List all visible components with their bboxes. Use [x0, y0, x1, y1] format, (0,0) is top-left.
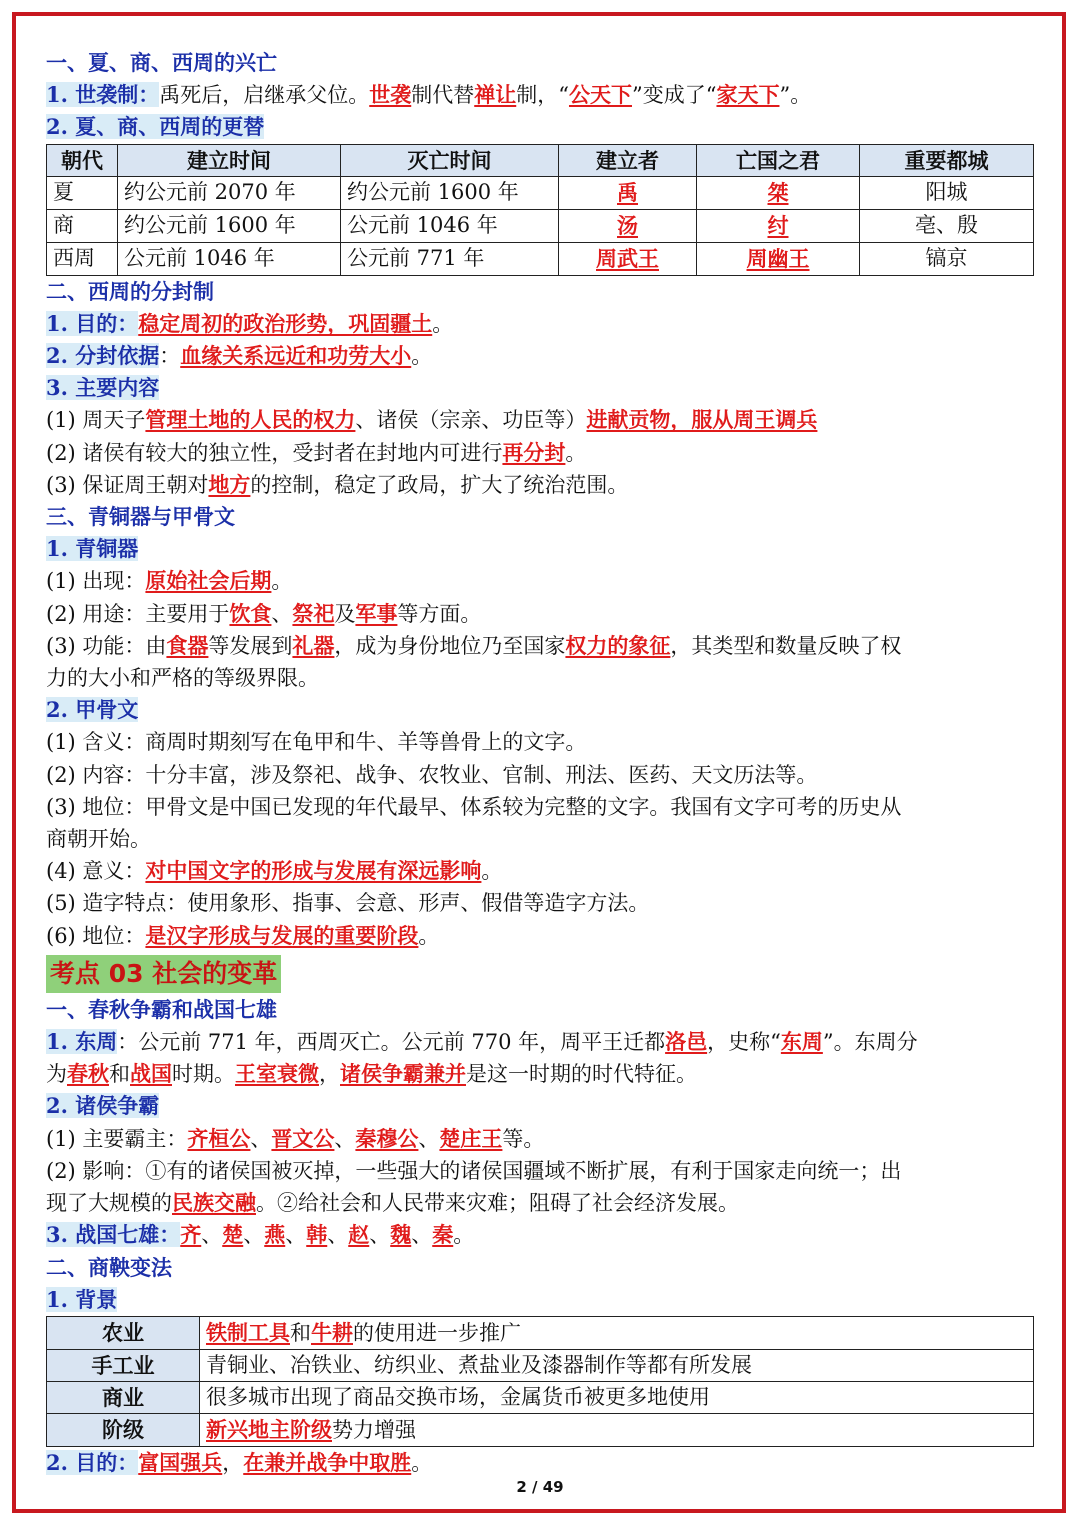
paragraph-mudi: 2. 目的：富国强兵，在兼并战争中取胜。 [46, 1449, 433, 1475]
paragraph-yiju: 2. 分封依据：血缘关系远近和功劳大小。 [46, 343, 433, 369]
list-item: (5) 造字特点：使用象形、指事、会意、形声、假借等造字方法。 [46, 891, 650, 916]
list-item: (3) 功能：由食器等发展到礼器，成为身份地位乃至国家权力的象征，其类型和数量反映了权 [46, 632, 902, 658]
table-row: 夏 约公元前 2070 年 约公元前 1600 年 禹 桀 阳城 [47, 176, 1034, 209]
section-title: 二、西周的分封制 [46, 278, 214, 304]
paragraph-dongzhou: 1. 东周：公元前 771 年，西周灭亡。公元前 770 年，周平王迁都洛邑，史称“东周”。东周分 [46, 1029, 918, 1055]
list-item-continuation: 力的大小和严格的等级界限。 [46, 666, 319, 691]
subheading: 1. 背景 [46, 1286, 118, 1312]
subheading: 3. 主要内容 [46, 375, 160, 401]
document-body [46, 47, 1036, 1479]
table-row: 手工业 青铜业、冶铁业、纺织业、煮盐业及漆器制作等都有所发展 [47, 1349, 1034, 1381]
paragraph-shixi: 1. 世袭制：禹死后，启继承父位。世袭制代替禅让制，“公天下”变成了“家天下”。 [46, 82, 812, 108]
table-row: 商 约公元前 1600 年 公元前 1046 年 汤 纣 亳、殷 [47, 209, 1034, 242]
page-number: 2 / 49 [516, 1478, 564, 1496]
list-item-continuation: 现了大规模的民族交融。②给社会和人民带来灾难；阻碍了社会经济发展。 [46, 1190, 739, 1216]
list-item: (3) 保证周王朝对地方的控制，稳定了政局，扩大了统治范围。 [46, 471, 629, 497]
kaodian-heading: 考点 03 社会的变革 [46, 952, 1036, 994]
table-header-row: 朝代 建立时间 灭亡时间 建立者 亡国之君 重要都城 [47, 144, 1034, 176]
dynasty-table [46, 144, 1034, 276]
table-row: 商业 很多城市出现了商品交换市场，金属货币被更多地使用 [47, 1381, 1034, 1413]
list-item: (1) 含义：商周时期刻写在龟甲和牛、羊等兽骨上的文字。 [46, 730, 587, 755]
list-item-continuation: 商朝开始。 [46, 827, 151, 852]
paragraph-continuation: 为春秋和战国时期。王室衰微，诸侯争霸兼并是这一时期的时代特征。 [46, 1061, 697, 1087]
list-item: (2) 影响：①有的诸侯国被灭掉，一些强大的诸侯国疆域不断扩展，有利于国家走向统一；出 [46, 1158, 902, 1183]
subheading: 2. 夏、商、西周的更替 [46, 114, 265, 140]
list-item: (1) 出现：原始社会后期。 [46, 568, 293, 594]
list-item: (2) 用途：主要用于饮食、祭祀及军事等方面。 [46, 600, 482, 626]
table-row: 西周 公元前 1046 年 公元前 771 年 周武王 周幽王 镐京 [47, 242, 1034, 275]
subheading: 2. 甲骨文 [46, 697, 139, 723]
section-title: 三、青铜器与甲骨文 [46, 504, 235, 530]
paragraph-qixiong: 3. 战国七雄：齐、楚、燕、韩、赵、魏、秦。 [46, 1222, 475, 1248]
background-table [46, 1316, 1034, 1447]
list-item: (2) 诸侯有较大的独立性，受封者在封地内可进行再分封。 [46, 439, 587, 465]
section-title: 一、夏、商、西周的兴亡 [46, 50, 277, 75]
list-item: (6) 地位：是汉字形成与发展的重要阶段。 [46, 922, 440, 948]
table-row: 农业 铁制工具和牛耕的使用进一步推广 [47, 1316, 1034, 1349]
list-item: (3) 地位：甲骨文是中国已发现的年代最早、体系较为完整的文字。我国有文字可考的历史从 [46, 794, 902, 819]
paragraph-mudi: 1. 目的：稳定周初的政治形势，巩固疆土。 [46, 310, 454, 336]
subheading: 1. 青铜器 [46, 536, 139, 562]
table-row: 阶级 新兴地主阶级势力增强 [47, 1413, 1034, 1446]
section-title: 二、商鞅变法 [46, 1254, 172, 1280]
subheading: 2. 诸侯争霸 [46, 1093, 160, 1119]
list-item: (1) 周天子管理土地的人民的权力、诸侯（宗亲、功臣等）进献贡物，服从周王调兵 [46, 407, 818, 433]
list-item: (1) 主要霸主：齐桓公、晋文公、秦穆公、楚庄王等。 [46, 1125, 545, 1151]
list-item: (2) 内容：十分丰富，涉及祭祀、战争、农牧业、官制、刑法、医药、天文历法等。 [46, 762, 818, 787]
list-item: (4) 意义：对中国文字的形成与发展有深远影响。 [46, 858, 503, 884]
section-title: 一、春秋争霸和战国七雄 [46, 996, 277, 1022]
